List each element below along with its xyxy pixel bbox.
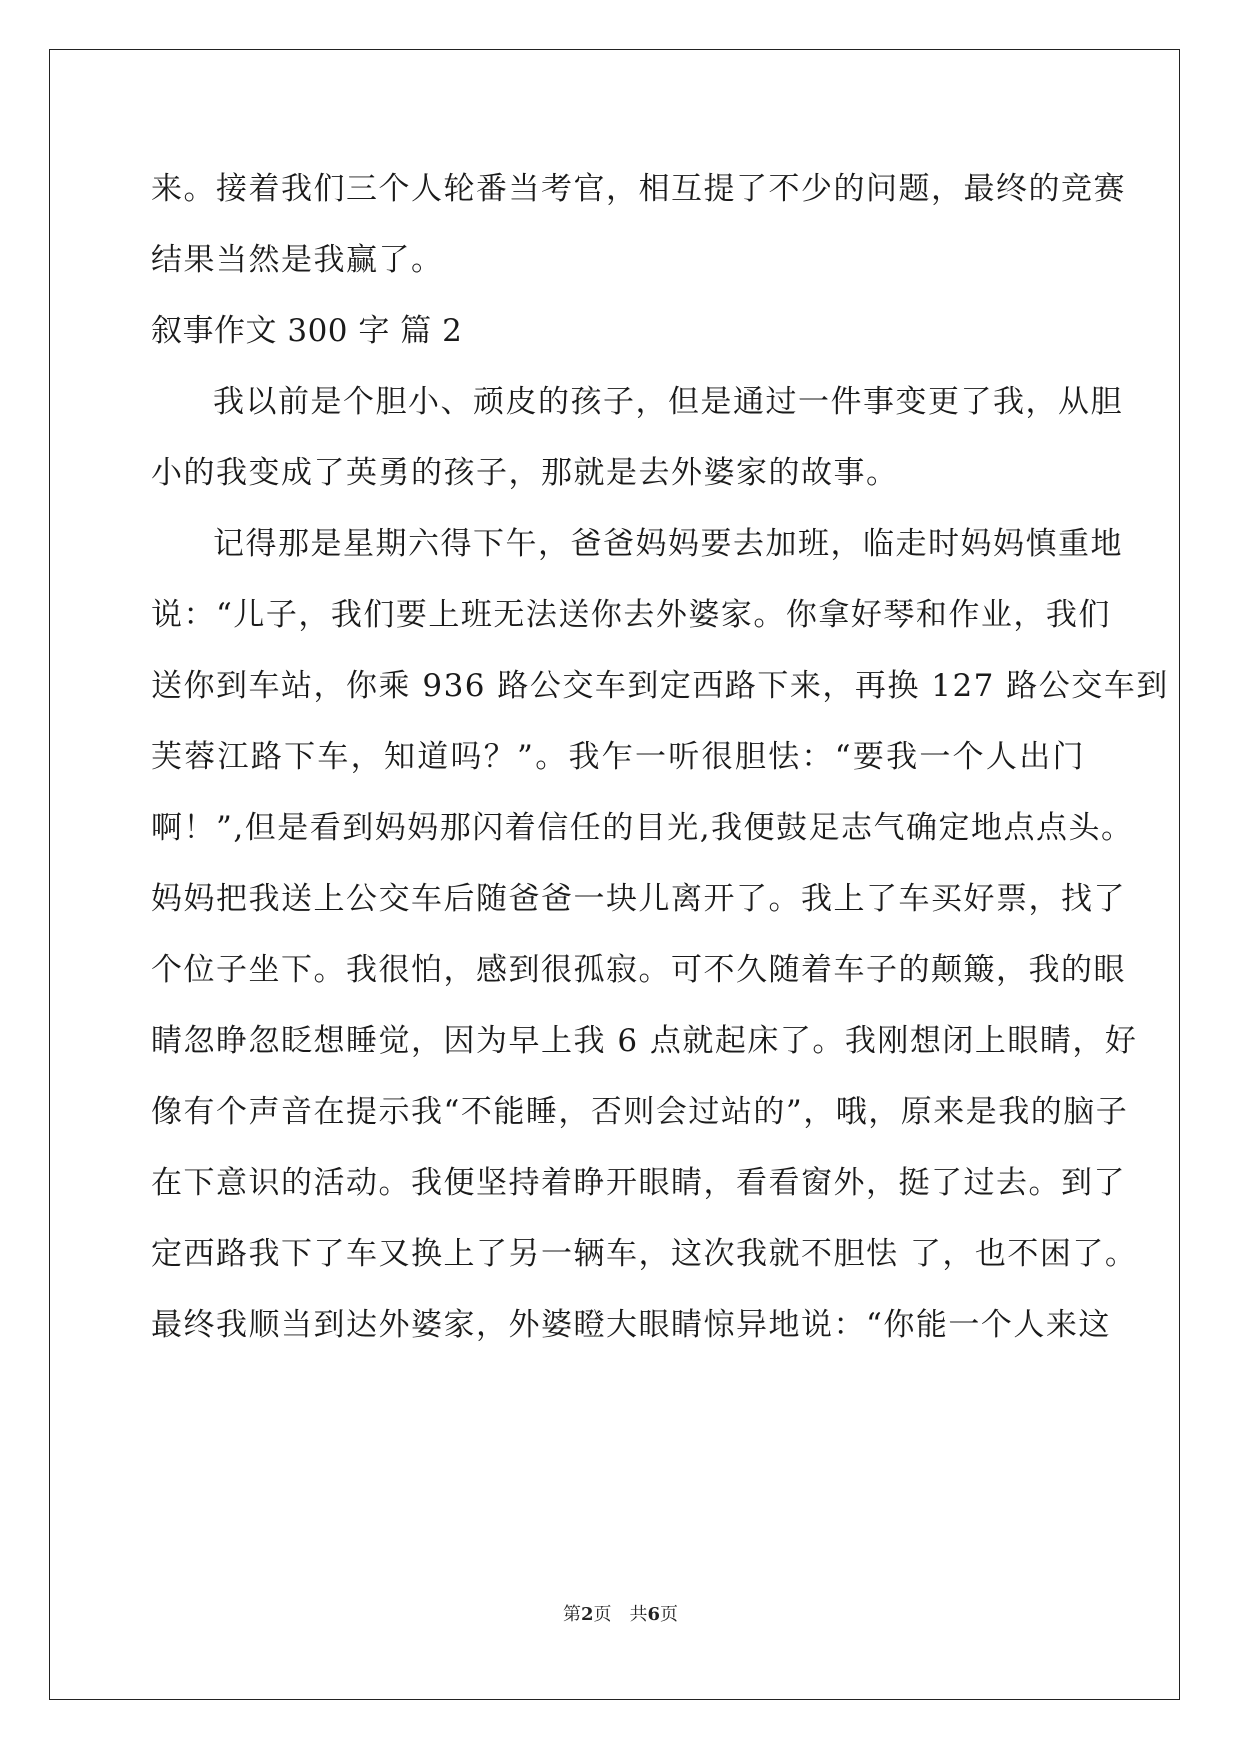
- page-footer: [0, 1600, 1241, 1626]
- text-line: 睛忽睁忽眨想睡觉，因为早上我 6 点就起床了。我刚想闭上眼睛，好: [151, 1023, 1138, 1059]
- text-line: 小的我变成了英勇的孩子，那就是去外婆家的故事。: [151, 455, 899, 491]
- text-line: 个位子坐下。我很怕，感到很孤寂。可不久随着车子的颠簸，我的眼: [151, 952, 1126, 988]
- text-line: 来。接着我们三个人轮番当考官，相互提了不少的问题，最终的竞赛: [151, 171, 1126, 207]
- current-page-number: 2: [580, 1604, 594, 1625]
- text-line: 说：“儿子，我们要上班无法送你去外婆家。你拿好琴和作业，我们: [151, 597, 1111, 633]
- text-line: 妈妈把我送上公交车后随爸爸一块儿离开了。我上了车买好票，找了: [151, 881, 1126, 917]
- page-word: 页: [593, 1604, 612, 1625]
- text-line: 结果当然是我赢了。: [151, 242, 444, 278]
- text-line: 送你到车站，你乘 936 路公交车到定西路下来，再换 127 路公交车到: [151, 668, 1169, 704]
- page-number-prefix: 第: [562, 1604, 581, 1625]
- text-line: 记得那是星期六得下午，爸爸妈妈要去加班，临走时妈妈慎重地: [213, 526, 1123, 562]
- text-line: 像有个声音在提示我“不能睡，否则会过站的”，哦，原来是我的脑子: [151, 1094, 1129, 1130]
- text-line: 定西路我下了车又换上了另一辆车，这次我就不胆怯 了，也不困了。: [151, 1236, 1138, 1272]
- total-page-count: 6: [647, 1604, 661, 1625]
- text-line: 芙蓉江路下车，知道吗？”。我乍一听很胆怯：“要我一个人出门: [151, 739, 1085, 775]
- text-line: 最终我顺当到达外婆家，外婆瞪大眼睛惊异地说：“你能一个人来这: [151, 1307, 1111, 1343]
- total-pages-prefix: 共: [629, 1604, 648, 1625]
- text-line: 啊！”,但是看到妈妈那闪着信任的目光,我便鼓足志气确定地点点头。: [151, 810, 1134, 846]
- section-heading: 叙事作文 300 字 篇 2: [151, 313, 463, 349]
- text-line: 在下意识的活动。我便坚持着睁开眼睛，看看窗外，挺了过去。到了: [151, 1165, 1126, 1201]
- document-body: [151, 160, 1169, 1367]
- total-pages-suffix: 页: [660, 1604, 679, 1625]
- text-line: 我以前是个胆小、顽皮的孩子，但是通过一件事变更了我，从胆: [213, 384, 1123, 420]
